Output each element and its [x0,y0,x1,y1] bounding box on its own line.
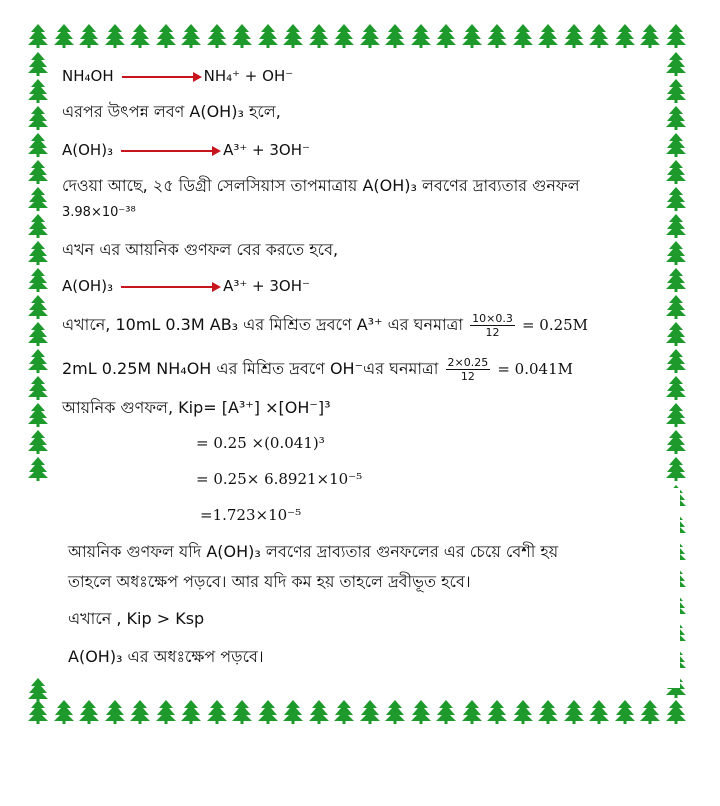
equation-aoh3-2 [62,276,310,296]
fraction [470,312,515,339]
rule-line-2: তাহলে অধঃক্ষেপ পড়বে। আর যদি কম হয় তাহলে দ্রবীভূত হবে। [68,572,471,591]
kip-step-3: =1.723×10⁻⁵ [200,506,302,524]
conclusion-text: A(OH)₃ এর অধঃক্ষেপ পড়বে। [68,647,264,666]
conc2-text: 2mL 0.25M NH₄OH এর মিশ্রিত দ্রবণে OH⁻এর ঘনমাত্রা [62,359,439,378]
eq1-left: NH₄OH [62,67,114,85]
eq3-right: A³⁺ + 3OH⁻ [223,277,310,295]
conc1-text: এখানে, 10mL 0.3M AB₃ এর মিশ্রিত দ্রবণে A³⁺ এর ঘনমাত্রা [62,315,464,334]
given-text: দেওয়া আছে, ২৫ ডিগ্রী সেলসিয়াস তাপমাত্রায় A(OH)₃ লবণের দ্রাব্যতার গুনফল [62,176,580,195]
eq2-left: A(OH)₃ [62,141,114,159]
equation-aoh3-1 [62,140,310,160]
arrow-icon [121,286,219,288]
salt-intro-text: এরপর উৎপন্ন লবণ A(OH)₃ হলে, [62,102,281,121]
comparison-text: এখানে , Kip > Ksp [68,609,205,628]
concentration-a3 [62,312,588,339]
find-ionic-product-text: এখন এর আয়নিক গুণফল বের করতে হবে, [62,240,339,259]
numerator: 10×0.3 [472,312,513,325]
concentration-oh [62,356,573,383]
numerator: 2×0.25 [447,356,489,369]
eq3-left: A(OH)₃ [62,277,114,295]
rule-line-1: আয়নিক গুণফল যদি A(OH)₃ লবণের দ্রাব্যতার গুনফলের এর চেয়ে বেশী হয় [68,542,559,561]
equation-nh4oh [62,66,293,86]
conc1-result: = 0.25M [521,316,589,334]
denominator: 12 [460,370,475,383]
fraction [446,356,491,383]
denominator: 12 [485,326,500,339]
eq1-right: NH₄⁺ + OH⁻ [203,67,294,85]
eq2-right: A³⁺ + 3OH⁻ [223,141,310,159]
kip-definition: আয়নিক গুণফল, Kip= [A³⁺] ×[OH⁻]³ [62,398,331,417]
kip-step-1: = 0.25 ×(0.041)³ [196,434,325,452]
arrow-icon [121,150,219,152]
conc2-result: = 0.041M [497,360,573,378]
arrow-icon [122,76,200,78]
ksp-value: 3.98×10⁻³⁸ [62,205,136,220]
kip-step-2: = 0.25× 6.8921×10⁻⁵ [196,470,363,488]
